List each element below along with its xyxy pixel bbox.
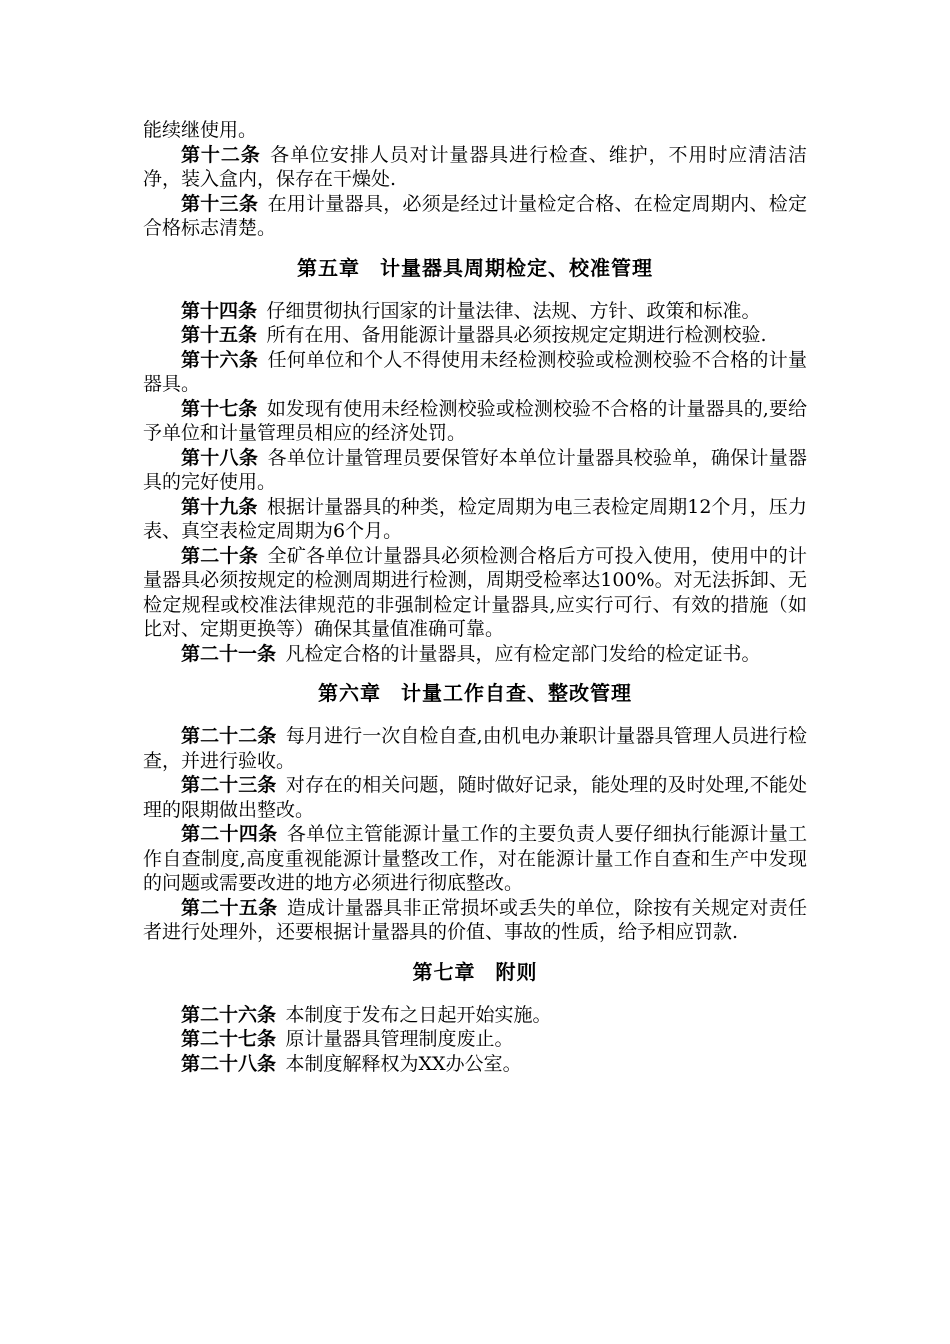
article-12 bbox=[143, 143, 807, 192]
article-label: 第十四条 bbox=[181, 299, 258, 322]
article-16 bbox=[143, 348, 807, 397]
article-26 bbox=[143, 1003, 807, 1028]
article-text: 原计量器具管理制度废止。 bbox=[285, 1028, 514, 1050]
chapter-heading-6 bbox=[143, 680, 807, 706]
leading-paragraph bbox=[143, 118, 807, 143]
article-label: 第二十一条 bbox=[181, 642, 277, 665]
chapter-title: 附则 bbox=[495, 959, 538, 984]
chapter-title: 计量工作自查、整改管理 bbox=[401, 681, 632, 705]
article-text: 造成计量器具非正常损坏或丢失的单位，除按有关规定对责任者进行处理外，还要根据计量器具的价值、事故的性质，给予相应罚款. bbox=[143, 896, 807, 943]
article-20 bbox=[143, 544, 807, 642]
article-text: 如发现有使用未经检测校验或检测校验不合格的计量器具的,要给予单位和计量管理员相应的经济处罚。 bbox=[143, 397, 807, 444]
article-text: 全矿各单位计量器具必须检测合格后方可投入使用，使用中的计量器具必须按规定的检测周期进行检测，周期受检率达100%。对无法拆卸、无检定规程或校准法律规范的非强制检定计量器具,应实行可行、有效的措施（如比对、定期更换等）确保其量值准确可靠。 bbox=[143, 544, 807, 640]
article-label: 第二十四条 bbox=[181, 823, 278, 845]
article-text: 根据计量器具的种类，检定周期为电三表检定周期12个月，压力表、真空表检定周期为6个月。 bbox=[143, 495, 807, 542]
chapter-heading-5 bbox=[143, 255, 807, 281]
article-text: 任何单位和个人不得使用未经检测校验或检测校验不合格的计量器具。 bbox=[143, 348, 807, 395]
article-27 bbox=[143, 1027, 807, 1052]
article-label: 第二十六条 bbox=[181, 1003, 277, 1026]
article-text: 在用计量器具，必须是经过计量检定合格、在检定周期内、检定合格标志清楚。 bbox=[143, 192, 807, 239]
article-text: 各单位主管能源计量工作的主要负责人要仔细执行能源计量工作自查制度,高度重视能源计量整改工作，对在能源计量工作自查和生产中发现的问题或需要改进的地方必须进行彻底整改。 bbox=[143, 823, 807, 894]
article-23 bbox=[143, 773, 807, 822]
chapter-title: 计量器具周期检定、校准管理 bbox=[380, 255, 653, 280]
article-13 bbox=[143, 192, 807, 241]
article-label: 第十六条 bbox=[181, 348, 259, 371]
article-28 bbox=[143, 1052, 807, 1077]
article-label: 第十二条 bbox=[181, 143, 261, 166]
article-label: 第二十七条 bbox=[181, 1028, 277, 1050]
article-text: 各单位计量管理员要保管好本单位计量器具校验单，确保计量器具的完好使用。 bbox=[143, 446, 807, 493]
article-label: 第十八条 bbox=[181, 446, 259, 469]
chapter-number: 第五章 bbox=[297, 255, 360, 280]
article-19 bbox=[143, 495, 807, 544]
article-text: 各单位安排人员对计量器具进行检查、维护，不用时应清洁洁净，装入盒内，保存在干燥处. bbox=[143, 143, 807, 190]
chapter-heading-7 bbox=[143, 959, 807, 985]
article-text: 仔细贯彻执行国家的计量法律、法规、方针、政策和标准。 bbox=[266, 299, 761, 322]
article-25 bbox=[143, 896, 807, 945]
article-text: 本制度解释权为XX办公室。 bbox=[285, 1052, 522, 1075]
chapter-number: 第六章 bbox=[318, 681, 381, 705]
article-text: 对存在的相关问题，随时做好记录，能处理的及时处理,不能处理的限期做出整改。 bbox=[143, 774, 807, 821]
article-17 bbox=[143, 397, 807, 446]
article-label: 第十七条 bbox=[181, 397, 258, 420]
article-text: 凡检定合格的计量器具，应有检定部门发给的检定证书。 bbox=[285, 642, 761, 665]
chapter-number: 第七章 bbox=[412, 959, 476, 984]
article-15 bbox=[143, 323, 807, 348]
article-label: 第十五条 bbox=[181, 324, 258, 346]
article-label: 第二十五条 bbox=[181, 896, 278, 919]
article-21 bbox=[143, 642, 807, 667]
article-label: 第十九条 bbox=[181, 495, 258, 518]
article-22 bbox=[143, 724, 807, 773]
document-page bbox=[143, 118, 807, 1076]
article-text: 所有在用、备用能源计量器具必须按规定定期进行检测校验. bbox=[266, 324, 767, 346]
article-text: 每月进行一次自检自查,由机电办兼职计量器具管理人员进行检查，并进行验收。 bbox=[143, 725, 807, 772]
leading-text: 能续继使用。 bbox=[143, 119, 258, 141]
article-label: 第二十三条 bbox=[181, 774, 277, 796]
article-label: 第十三条 bbox=[181, 192, 259, 215]
article-24 bbox=[143, 822, 807, 896]
article-text: 本制度于发布之日起开始实施。 bbox=[285, 1003, 552, 1026]
article-18 bbox=[143, 446, 807, 495]
article-14 bbox=[143, 299, 807, 324]
article-label: 第二十二条 bbox=[181, 725, 277, 747]
article-label: 第二十八条 bbox=[181, 1052, 277, 1075]
article-label: 第二十条 bbox=[181, 544, 259, 567]
